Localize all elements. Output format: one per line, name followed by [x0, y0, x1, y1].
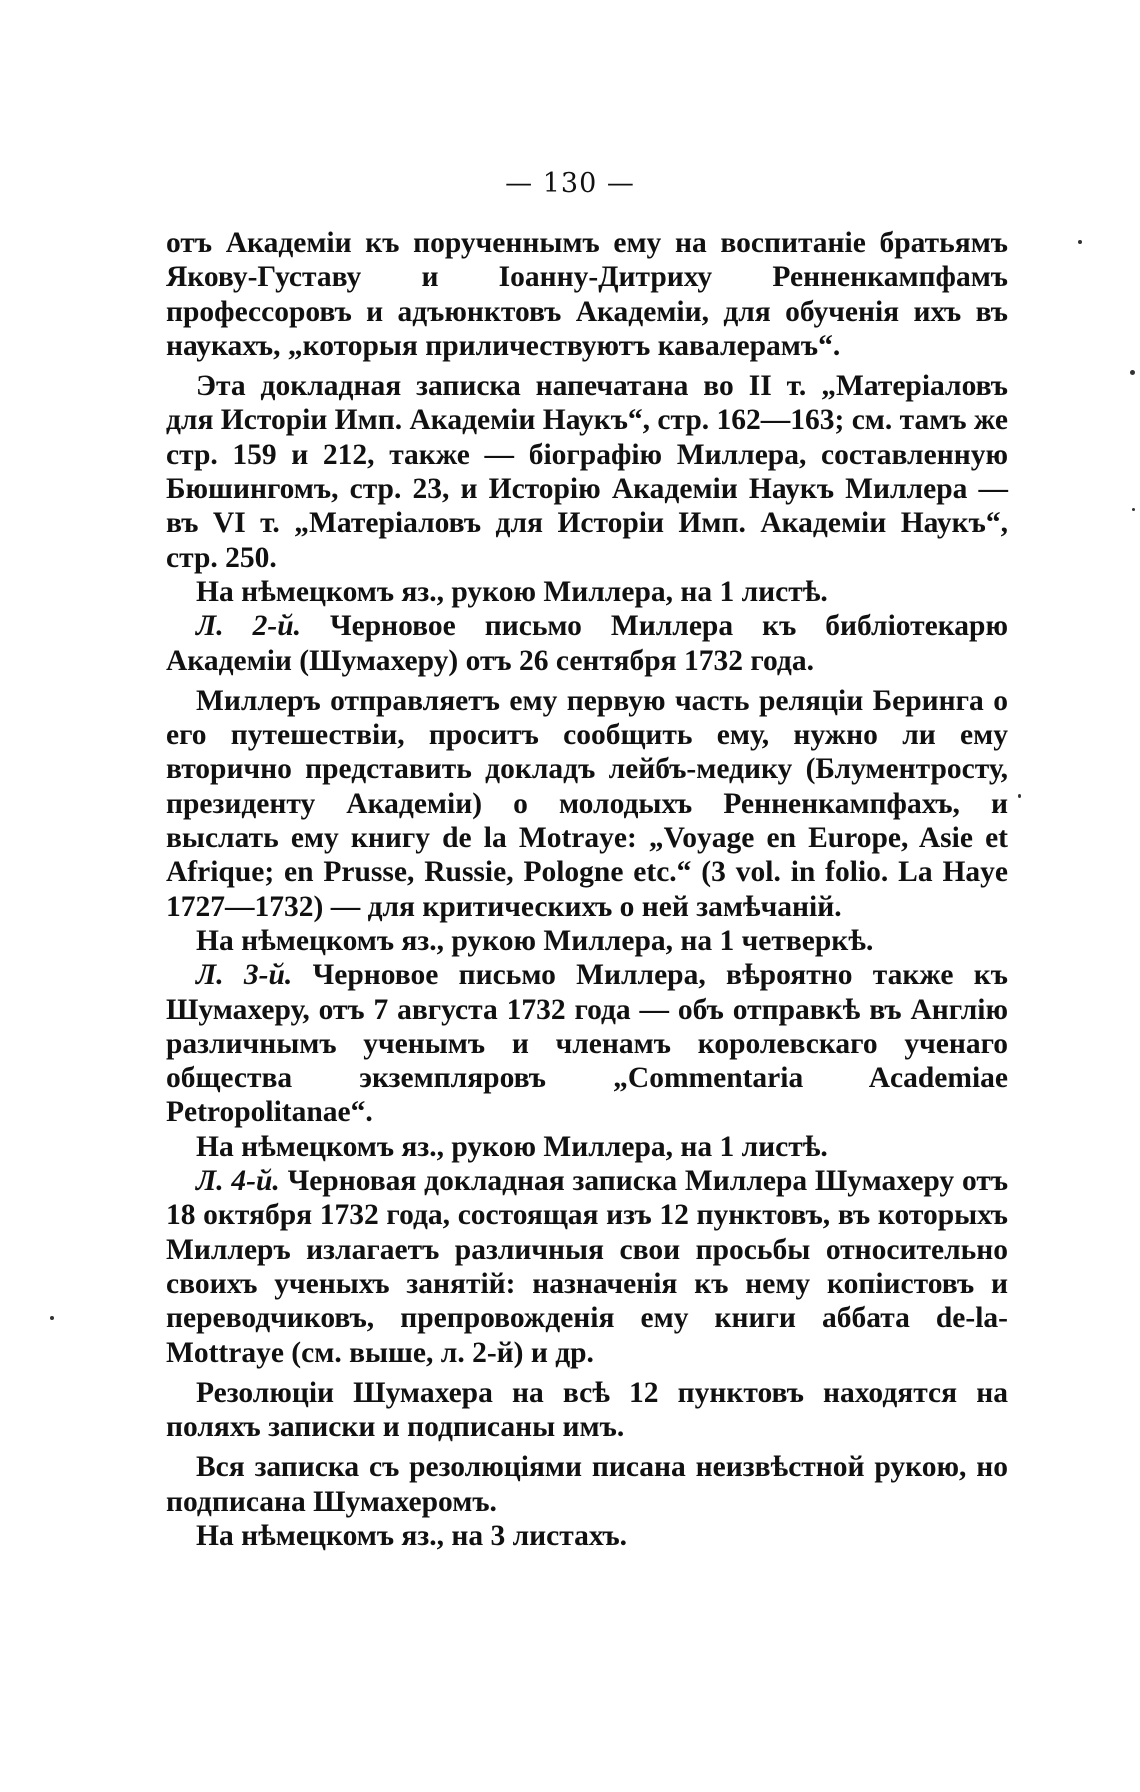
- paragraph-5: Миллеръ отправляетъ ему первую часть реляціи Беринга о его путешествіи, проситъ сообщить ему, нужно ли ему вторично представить докладъ лейбъ-медику (Блументросту, президенту Академіи) о молодыхъ Ренненкампфахъ, и выслать ему книгу de la Motraye: „Voyage en Europe, Asie et Afrique; en Prusse, Russie, Pologne etc.“ (3 vol. in folio. La Haye 1727—1732) — для критическихъ о ней замѣчаній.: [166, 684, 1008, 923]
- paragraph-10: Резолюціи Шумахера на всѣ 12 пунктовъ находятся на поляхъ записки и подписаны имъ.: [166, 1376, 1008, 1444]
- paragraph-3: На нѣмецкомъ яз., рукою Миллера, на 1 листѣ.: [196, 575, 828, 608]
- margin-speck: [1130, 370, 1135, 375]
- paragraph-12: На нѣмецкомъ яз., на 3 листахъ.: [196, 1519, 628, 1552]
- sheet-label-2: Л. 2-й.: [196, 610, 301, 643]
- paragraph-9-text: Черновая докладная записка Миллера Шумахеру отъ 18 октября 1732 года, состоящая изъ 12 пунктовъ, въ которыхъ Миллеръ излагаетъ различныя свои просьбы относительно своихъ ученыхъ занятій: назначенія къ нему копіистовъ и переводчиковъ, препровожденія ему книги аббата de-la-Mottraye (см. выше, л. 2-й) и др.: [166, 1165, 1009, 1369]
- paragraph-4-text: Черновое письмо Миллера къ библіотекарю Академіи (Шумахеру) отъ 26 сентября 1732 года.: [166, 610, 1009, 677]
- sheet-label-4: Л. 4-й.: [196, 1165, 280, 1198]
- paragraph-8: На нѣмецкомъ яз., рукою Миллера, на 1 листѣ.: [196, 1130, 828, 1163]
- paragraph-9: [166, 1164, 1008, 1370]
- margin-speck: [50, 1316, 54, 1320]
- page-number: — 130 —: [505, 168, 635, 199]
- paragraph-7: [166, 958, 1008, 1129]
- page-body: [166, 226, 1008, 1553]
- margin-speck: [1078, 240, 1082, 244]
- paragraph-11: Вся записка съ резолюціями писана неизвѣстной рукою, но подписана Шумахеромъ.: [166, 1451, 1008, 1518]
- paragraph-2: Эта докладная записка напечатана во II т. „Матеріаловъ для Исторіи Имп. Академіи Наукъ“, стр. 162—163; см. тамъ же стр. 159 и 212, также — біографію Миллера, составленную Бюшингомъ, стр. 23, и Исторію Академіи Наукъ Миллера — въ VI т. „Матеріаловъ для Исторіи Имп. Академіи Наукъ“, стр. 250.: [166, 370, 1008, 574]
- paragraph-4: [166, 609, 1008, 678]
- paragraph-6: На нѣмецкомъ яз., рукою Миллера, на 1 четверкѣ.: [196, 924, 874, 957]
- margin-speck: [1018, 794, 1021, 798]
- margin-speck: [1132, 508, 1135, 511]
- paragraph-7-text: Черновое письмо Миллера, вѣроятно также къ Шумахеру, отъ 7 августа 1732 года — объ отправкѣ въ Англію различнымъ ученымъ и членамъ королевскаго ученаго общества экземпляровъ „Commentaria Academiae Petropolitanae“.: [166, 959, 1009, 1129]
- sheet-label-3: Л. 3-й.: [196, 959, 293, 992]
- paragraph-1: отъ Академіи къ порученнымъ ему на воспитаніе братьямъ Якову-Густаву и Іоанну-Дитриху Ренненкампфамъ профессоровъ и адъюнктовъ Академіи, для обученія ихъ въ наукахъ, „которыя приличествуютъ кавалерамъ“.: [166, 227, 1008, 362]
